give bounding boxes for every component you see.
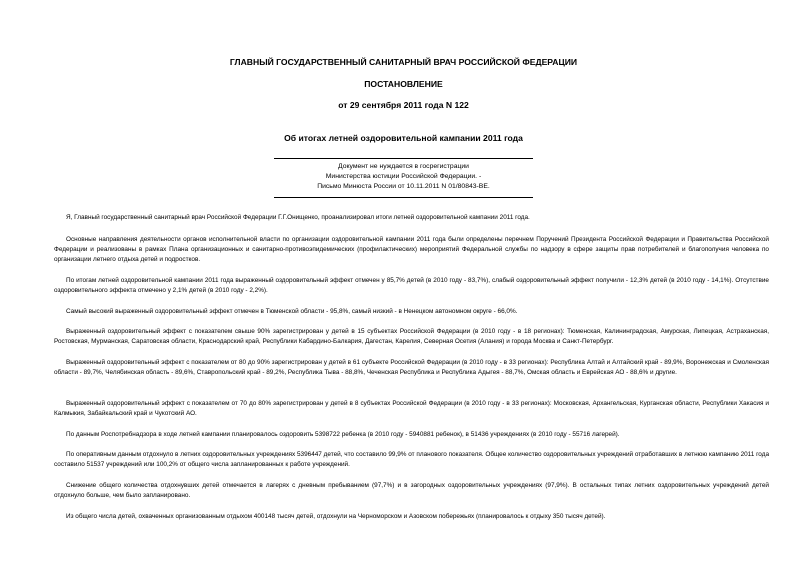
registration-note [0,162,807,192]
body-paragraph: Выраженный оздоровительный эффект с показателем от 80 до 90% зарегистрирован у детей в 61 субъекте Российской Федерации (в 2010 году - в 33 регионах): Республика Алтай и Алтайский край - 89,9%, Воронежская и Смоленская области - 89,7%, Челябинская область - 89,6%, Ставропольский край - 89,2%, Республика Тыва - 88,8%, Чеченская Республика и Республика Адыгея - 88,7%, Омская область и Еврейская АО - 88,6% и другие. [54,359,769,376]
top-divider [274,158,533,159]
issuing-authority: ГЛАВНЫЙ ГОСУДАРСТВЕННЫЙ САНИТАРНЫЙ ВРАЧ РОССИЙСКОЙ ФЕДЕРАЦИИ [229,57,578,67]
body-paragraph: По данным Роспотребнадзора в ходе летней кампании планировалось оздоровить 5398722 ребенка (в 2010 году - 5940881 ребенок), в 51436 учреждениях (в 2010 году - 55716 лагерей). [66,431,620,438]
body-paragraph: Основные направления деятельности органов исполнительной власти по организации оздоровительной кампании 2011 года были определены перечнем Поручений Президента Российской Федерации и Правительства Российской Федерации и реализованы в рамках Плана организационных и санитарно-противоэпидемических (профилактических) мероприятий Федеральной службы по надзору в сфере защиты прав потребителей и благополучия человека по организации летнего отдыха детей и подростков. [54,236,769,263]
registration-note-line: Письмо Минюста России от 10.11.2011 N 01/80843-ВЕ. [317,183,490,190]
body-paragraph: По оперативным данным отдохнуло в летних оздоровительных учреждениях 5396447 детей, что составило 99,9% от планового показателя. Общее количество оздоровительных учреждений отработавших в летнюю кампанию 2011 года составило 51537 учреждений или 100,2% от общего числа запланированных к работе учреждений. [54,451,769,468]
registration-note-line: Министерства юстиции Российской Федерации. - [325,173,482,180]
body-paragraph: Выраженный оздоровительный эффект с показателем свыше 90% зарегистрирован у детей в 15 субъектах Российской Федерации (в 2010 году - в 18 регионах): Тюменская, Калининградская, Амурская, Липецкая, Астраханская, Ростовская, Мурманская, Саратовская области, Краснодарский край, Республики Кабардино-Балкария, Дагестан, Карелия, Северная Осетия (Алания) и города Москва и Санкт-Петербург. [54,328,769,345]
body-paragraph: По итогам летней оздоровительной кампании 2011 года выраженный оздоровительный эффект отмечен у 85,7% детей (в 2010 году - 83,7%), слабый оздоровительный эффект получили - 12,3% детей (в 2010 году - 14,1%). Отсутствие оздоровительного эффекта отмечено у 2,1% детей (в 2010 году - 2,2%). [54,277,769,294]
document-title: Об итогах летней оздоровительной кампании 2011 года [284,133,523,143]
body-paragraph: Из общего числа детей, охваченных организованным отдыхом 400148 тысяч детей, отдохнули на Черноморском и Азовском побережьях (планировалось к отдыху 350 тысяч детей). [66,513,606,520]
document-type: ПОСТАНОВЛЕНИЕ [364,79,443,89]
body-paragraph: Снижение общего количества отдохнувших детей отмечается в лагерях с дневным пребыванием (97,7%) и в загородных оздоровительных учреждениях (97,9%). В остальных типах летних оздоровительных учреждений детей отдохнуло больше, чем было запланировано. [54,482,769,499]
body-paragraph: Я, Главный государственный санитарный врач Российской Федерации Г.Г.Онищенко, проанализировал итоги летней оздоровительной кампании 2011 года. [66,214,530,221]
body-paragraph: Самый высокий выраженный оздоровительный эффект отмечен в Тюменской области - 95,8%, самый низкий - в Ненецком автономном округе - 66,0%. [66,308,518,315]
body-paragraph: Выраженный оздоровительный эффект с показателем от 70 до 80% зарегистрирован у детей в 8 субъектах Российской Федерации (в 2010 году - в 33 регионах): Московская, Архангельская, Курганская области, Республики Хакасия и Калмыкия, Забайкальский край и Чукотский АО. [54,400,769,417]
bottom-divider [274,197,533,198]
document-date-number: от 29 сентября 2011 года N 122 [338,100,469,110]
registration-note-line: Документ не нуждается в госрегистрации [338,163,469,170]
